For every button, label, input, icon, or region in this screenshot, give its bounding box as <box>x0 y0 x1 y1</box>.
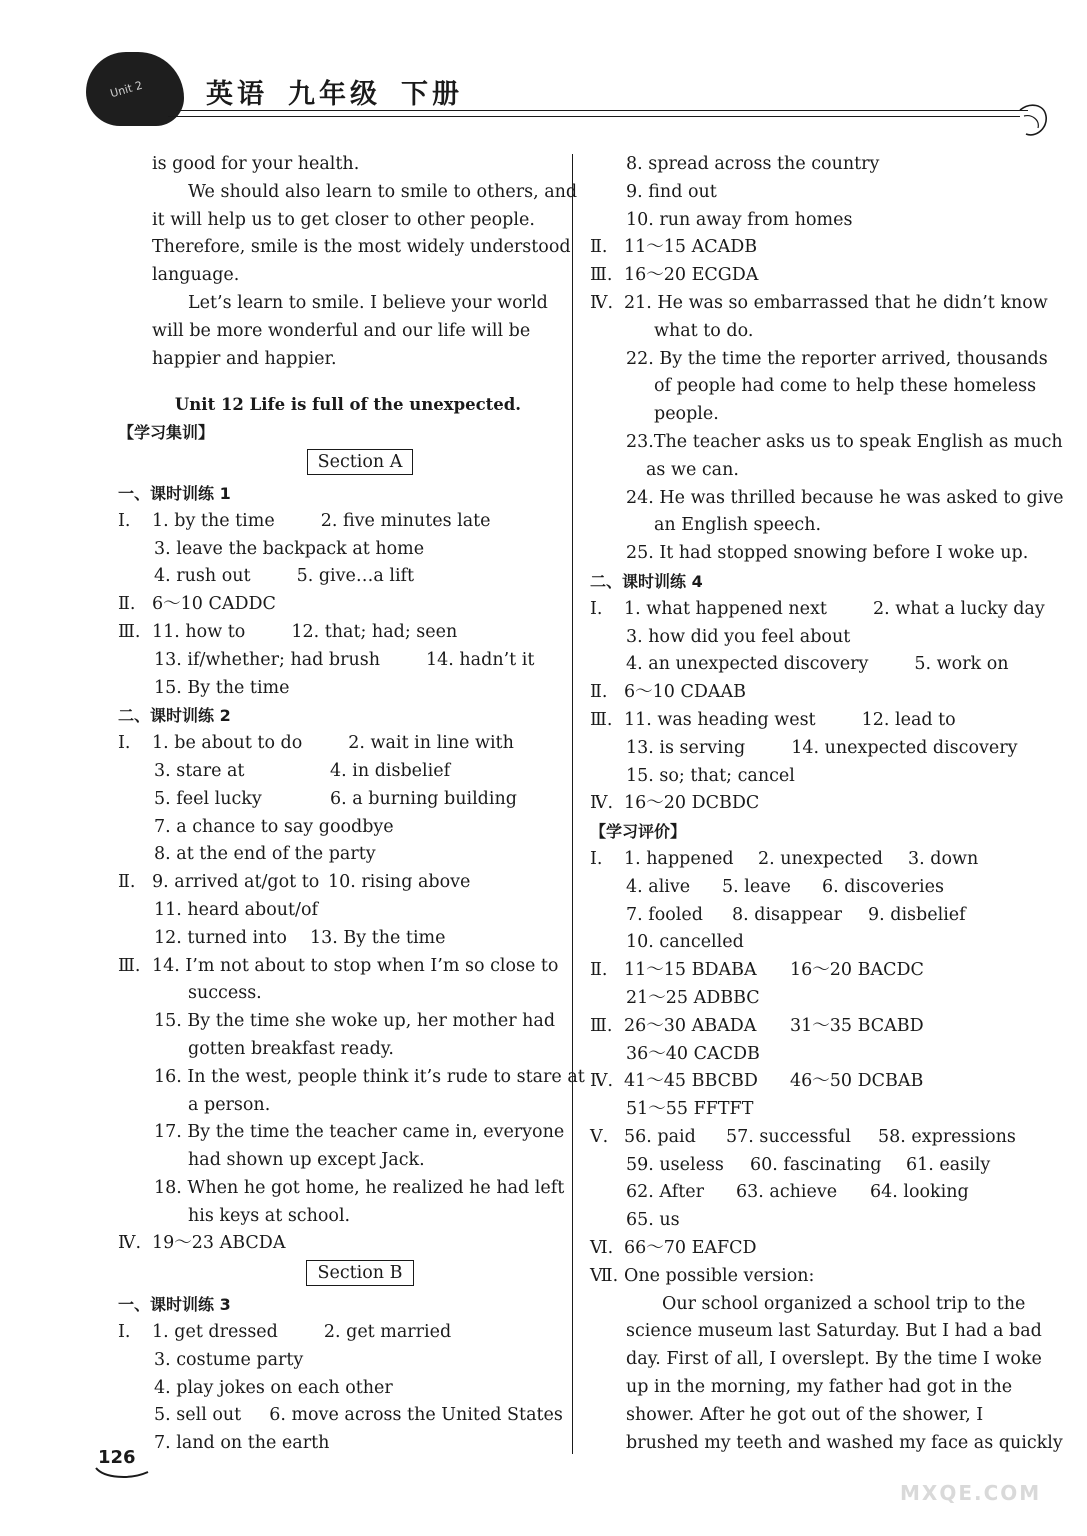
answer: 5. leave <box>722 876 791 897</box>
answer-row <box>118 953 558 981</box>
answer: 4. an unexpected discovery <box>626 654 869 675</box>
essay-line: Therefore, smile is the most widely understood <box>152 237 571 258</box>
answer-row <box>118 1347 558 1375</box>
page-number-swoosh-icon <box>94 1466 150 1480</box>
header-rule <box>176 110 1028 111</box>
answer: 14. unexpected discovery <box>791 737 1018 758</box>
answer: 15. By the time she woke up, her mother had <box>154 1011 556 1032</box>
section-a-box <box>118 447 558 480</box>
answer: 4. in disbelief <box>330 760 451 781</box>
answer-row <box>590 540 1030 568</box>
header-rule-thin <box>168 116 1020 117</box>
roman-numeral: Ⅰ. <box>590 848 603 869</box>
answer: gotten breakfast ready. <box>188 1038 394 1059</box>
watermark: MXQE.COM <box>900 1481 1042 1505</box>
grade-label: 九年级 <box>288 79 381 110</box>
answer: 7. a chance to say goodbye <box>154 816 394 837</box>
answer-row <box>590 735 1030 763</box>
answer: 41～45 BBCBD <box>624 1071 758 1092</box>
answer: 13. By the time <box>310 927 446 948</box>
roman-numeral: Ⅱ. <box>590 237 608 258</box>
answer: 3. stare at <box>154 760 245 781</box>
answer-row <box>118 1008 558 1036</box>
answer: 14. I’m not about to stop when I’m so close to <box>152 955 559 976</box>
answer: 5. give…a lift <box>296 566 415 587</box>
page-title <box>206 78 483 112</box>
answer-row <box>118 1036 558 1064</box>
answer-row <box>118 1092 558 1120</box>
answer: 64. looking <box>870 1182 969 1203</box>
answer: One possible version: <box>624 1265 815 1286</box>
answer-row <box>590 874 1030 902</box>
answer-row <box>590 234 1030 262</box>
page-header <box>0 0 1087 150</box>
answer-row <box>118 925 558 953</box>
answer: 56. paid <box>624 1126 696 1147</box>
essay-line: day. First of all, I overslept. By the time I woke <box>626 1349 1042 1370</box>
eval-label: 【学习评价】 <box>590 822 687 842</box>
roman-numeral: Ⅵ. <box>590 1238 614 1259</box>
answer-row <box>118 675 558 703</box>
answer: 51～55 FFTFT <box>626 1099 754 1120</box>
answer-row <box>590 1013 1030 1041</box>
answer: success. <box>188 983 262 1004</box>
answer-row <box>118 897 558 925</box>
answer-row <box>590 957 1030 985</box>
essay-line: up in the morning, my father had got in the <box>626 1377 1013 1398</box>
answer: 63. achieve <box>736 1182 838 1203</box>
answer-row <box>118 814 558 842</box>
answer-row <box>590 790 1030 818</box>
roman-numeral: Ⅰ. <box>118 733 131 754</box>
answer-row <box>118 508 558 536</box>
roman-numeral: Ⅱ. <box>118 872 136 893</box>
answer-row <box>118 1064 585 1092</box>
answer: 7. fooled <box>626 904 703 925</box>
answer-row <box>590 429 1063 457</box>
answer-row <box>590 346 1048 374</box>
column-divider <box>572 154 573 1454</box>
answer: 6. move across the United States <box>269 1405 563 1426</box>
answer: as we can. <box>646 459 739 480</box>
roman-numeral: Ⅱ. <box>590 682 608 703</box>
section-b-box <box>118 1258 558 1291</box>
book-logo-icon <box>86 52 184 126</box>
section-b-label: Section B <box>306 1260 413 1286</box>
answer: his keys at school. <box>188 1205 351 1226</box>
roman-numeral: Ⅳ. <box>118 1233 142 1254</box>
roman-numeral: Ⅱ. <box>118 594 136 615</box>
answer-row <box>118 619 558 647</box>
answer-row <box>118 730 558 758</box>
answer: 5. feel lucky <box>154 788 262 809</box>
answer-row <box>118 591 558 619</box>
answer-row <box>590 290 1048 318</box>
roman-numeral: Ⅰ. <box>118 1322 131 1343</box>
answer: 11. heard about/of <box>154 899 318 920</box>
lesson-heading: 一、课时训练 3 <box>118 1295 231 1315</box>
answer: 16. In the west, people think it’s rude to stare at <box>154 1066 585 1087</box>
answer: 16～20 DCBDC <box>624 793 760 814</box>
essay-text: it will help us to get closer to other people. <box>152 209 535 230</box>
answer: 61. easily <box>906 1154 991 1175</box>
answer: 8. disappear <box>732 904 843 925</box>
roman-numeral: Ⅳ. <box>590 793 614 814</box>
answer: 11. was heading west <box>624 709 816 730</box>
answer: 3. costume party <box>154 1349 304 1370</box>
answer-row <box>590 401 1030 429</box>
lesson-heading: 一、课时训练 1 <box>118 483 231 503</box>
answer-row <box>118 1119 565 1147</box>
answer: 62. After <box>626 1182 704 1203</box>
answer: 6. a burning building <box>330 788 517 809</box>
answer: 11. how to <box>152 621 246 642</box>
essay-line: We should also learn to smile to others, and <box>188 181 578 202</box>
answer: 19～23 ABCDA <box>152 1233 286 1254</box>
answer: a person. <box>188 1094 271 1115</box>
volume-label: 下册 <box>401 79 463 110</box>
answer: 1. be about to do <box>152 733 303 754</box>
answer-row <box>118 1402 563 1430</box>
answer: 14. hadn’t it <box>426 649 535 670</box>
answer-row <box>118 1175 565 1203</box>
answer: 1. get dressed <box>152 1322 278 1343</box>
answer: 8. at the end of the party <box>154 844 376 865</box>
essay-line: science museum last Saturday. But I had a bad <box>626 1321 1042 1342</box>
answer-row <box>590 1179 1030 1207</box>
answer: 31～35 BCABD <box>790 1015 924 1036</box>
answer: 22. By the time the reporter arrived, thousands <box>626 348 1048 369</box>
answer: 12. turned into <box>154 927 287 948</box>
answer-row <box>590 179 1030 207</box>
answer-row <box>590 373 1037 401</box>
answer-row <box>118 1230 558 1258</box>
answer: 13. is serving <box>626 737 746 758</box>
answer: 2. what a lucky day <box>872 598 1045 619</box>
essay-line: will be more wonderful and our life will be <box>152 320 531 341</box>
answer: 58. expressions <box>878 1126 1016 1147</box>
answer: 3. leave the backpack at home <box>154 538 425 559</box>
answer: 18. When he got home, he realized he had left <box>154 1177 565 1198</box>
answer: 24. He was thrilled because he was asked to give <box>626 487 1064 508</box>
roman-numeral: Ⅴ. <box>590 1126 609 1147</box>
roman-numeral: Ⅲ. <box>118 955 141 976</box>
answer-row <box>590 1152 1030 1180</box>
lesson-heading: 二、课时训练 4 <box>590 571 703 591</box>
answer: 66～70 EAFCD <box>624 1238 757 1259</box>
answer-row <box>590 151 1030 179</box>
answer: 7. land on the earth <box>154 1433 330 1454</box>
answer: 4. rush out <box>154 566 251 587</box>
answer-row <box>590 262 1030 290</box>
answer: 6. discoveries <box>822 876 944 897</box>
answer-row <box>590 1068 1030 1096</box>
answer-row <box>118 563 558 591</box>
roman-numeral: Ⅳ. <box>590 1071 614 1092</box>
answer: 9. disbelief <box>868 904 966 925</box>
answer-row <box>590 707 1030 735</box>
answer-row <box>590 1235 1030 1263</box>
essay-line: happier and happier. <box>152 348 337 369</box>
answer: 5. sell out <box>154 1405 242 1426</box>
answer: 10. run away from homes <box>626 209 853 230</box>
subject-label: 英语 <box>206 79 268 110</box>
answer: had shown up except Jack. <box>188 1150 425 1171</box>
answer: 13. if/whether; had brush <box>154 649 381 670</box>
answer: 6～10 CDAAB <box>624 682 747 703</box>
roman-numeral: Ⅲ. <box>590 265 613 286</box>
unit-title: Unit 12 Life is full of the unexpected. <box>174 395 522 415</box>
answer-row <box>590 512 1030 540</box>
answer: 5. work on <box>914 654 1009 675</box>
answer: 3. down <box>908 848 979 869</box>
answer: 60. fascinating <box>750 1154 882 1175</box>
answer-row <box>590 207 1030 235</box>
answer: 46～50 DCBAB <box>790 1071 924 1092</box>
study-label: 【学习集训】 <box>118 423 215 443</box>
answer: 11～15 ACADB <box>624 237 758 258</box>
leaf-ornament-icon <box>1016 98 1052 142</box>
roman-numeral: Ⅰ. <box>590 598 603 619</box>
answer-row <box>590 651 1030 679</box>
answer-row <box>590 846 1030 874</box>
answer: 6～10 CADDC <box>152 594 276 615</box>
answer-row <box>118 1375 558 1403</box>
essay-line: Let’s learn to smile. I believe your world <box>188 292 548 313</box>
left-column <box>118 151 585 1458</box>
answer: 16～20 BACDC <box>790 960 924 981</box>
essay-line: is good for your health. <box>152 154 360 174</box>
answer-row <box>118 536 558 564</box>
answer: 65. us <box>626 1210 680 1231</box>
answer-row <box>590 1124 1030 1152</box>
answer: 10. cancelled <box>626 932 744 953</box>
answer-row <box>118 647 558 675</box>
answer: 2. five minutes late <box>320 510 491 531</box>
answer: 21. He was so embarrassed that he didn’t know <box>624 292 1048 313</box>
answer: 9. find out <box>626 181 717 202</box>
answer: 8. spread across the country <box>626 154 880 174</box>
logo-text: Unit 2 <box>108 78 144 101</box>
answer-row <box>118 869 558 897</box>
answer: 25. It had stopped snowing before I woke up. <box>626 543 1029 564</box>
answer: of people had come to help these homeless <box>654 376 1037 397</box>
roman-numeral: Ⅶ. <box>590 1265 619 1286</box>
answer: what to do. <box>654 320 754 341</box>
answer: 1. happened <box>624 848 734 869</box>
answer: 21～25 ADBBC <box>626 987 760 1008</box>
answer: 26～30 ABADA <box>624 1015 757 1036</box>
answer: 15. By the time <box>154 677 290 698</box>
answer-row <box>590 679 1030 707</box>
page-number: 126 <box>98 1447 136 1468</box>
answer: 3. how did you feel about <box>626 626 851 647</box>
lesson-heading: 二、课时训练 2 <box>118 706 231 726</box>
answer: 12. lead to <box>861 709 956 730</box>
answer-row <box>590 985 1030 1013</box>
answer-row <box>118 758 558 786</box>
roman-numeral: Ⅲ. <box>590 1015 613 1036</box>
answer-row <box>590 929 1030 957</box>
answer: 23.The teacher asks us to speak English as much <box>626 431 1063 452</box>
answer: 57. successful <box>726 1126 851 1147</box>
answer: 59. useless <box>626 1154 724 1175</box>
essay-line: shower. After he got out of the shower, I <box>626 1404 984 1425</box>
answer: 4. alive <box>626 876 691 897</box>
answer: 11～15 BDABA <box>624 960 757 981</box>
answer-row <box>118 1430 558 1458</box>
answer-row <box>118 1147 558 1175</box>
roman-numeral: Ⅲ. <box>590 709 613 730</box>
answer-row <box>590 457 1030 485</box>
section-a-label: Section A <box>307 449 414 475</box>
essay-line: language. <box>152 265 240 286</box>
answer: 2. wait in line with <box>348 733 514 754</box>
answer: 17. By the time the teacher came in, everyone <box>154 1122 565 1143</box>
answer-row <box>118 786 558 814</box>
answer: 12. that; had; seen <box>291 621 458 642</box>
roman-numeral: Ⅲ. <box>118 621 141 642</box>
answer: 10. rising above <box>328 872 471 893</box>
answer-row <box>118 1319 558 1347</box>
answer: 2. get married <box>323 1322 452 1343</box>
essay-line: brushed my teeth and washed my face as quickly <box>626 1432 1063 1453</box>
essay-line <box>118 207 558 235</box>
answer: 2. unexpected <box>758 848 883 869</box>
answer-row <box>590 624 1030 652</box>
answer: 16～20 ECGDA <box>624 265 759 286</box>
answer: 15. so; that; cancel <box>626 765 795 786</box>
answer-row <box>118 1203 558 1231</box>
answer-row <box>118 980 558 1008</box>
answer-row <box>590 763 1030 791</box>
answer-row <box>590 596 1045 624</box>
answer-row <box>590 1096 1030 1124</box>
answer: people. <box>654 404 719 425</box>
answer-row <box>590 1041 1030 1069</box>
answer-row <box>590 902 1030 930</box>
answer-row <box>590 1207 1030 1235</box>
essay-line: Our school organized a school trip to the <box>662 1293 1026 1314</box>
answer: 36～40 CACDB <box>626 1043 760 1064</box>
roman-numeral: Ⅰ. <box>118 510 131 531</box>
answer-row <box>590 485 1064 513</box>
answer-row <box>118 841 558 869</box>
answer: 1. what happened next <box>624 598 827 619</box>
answer: 1. by the time <box>152 510 275 531</box>
right-column <box>590 151 1064 1457</box>
answer-row <box>590 1263 1030 1291</box>
answer-row <box>590 318 1030 346</box>
roman-numeral: Ⅳ. <box>590 292 614 313</box>
answer: 4. play jokes on each other <box>154 1377 393 1398</box>
roman-numeral: Ⅱ. <box>590 960 608 981</box>
answer: an English speech. <box>654 515 822 536</box>
answer: 9. arrived at/got to <box>152 872 320 893</box>
